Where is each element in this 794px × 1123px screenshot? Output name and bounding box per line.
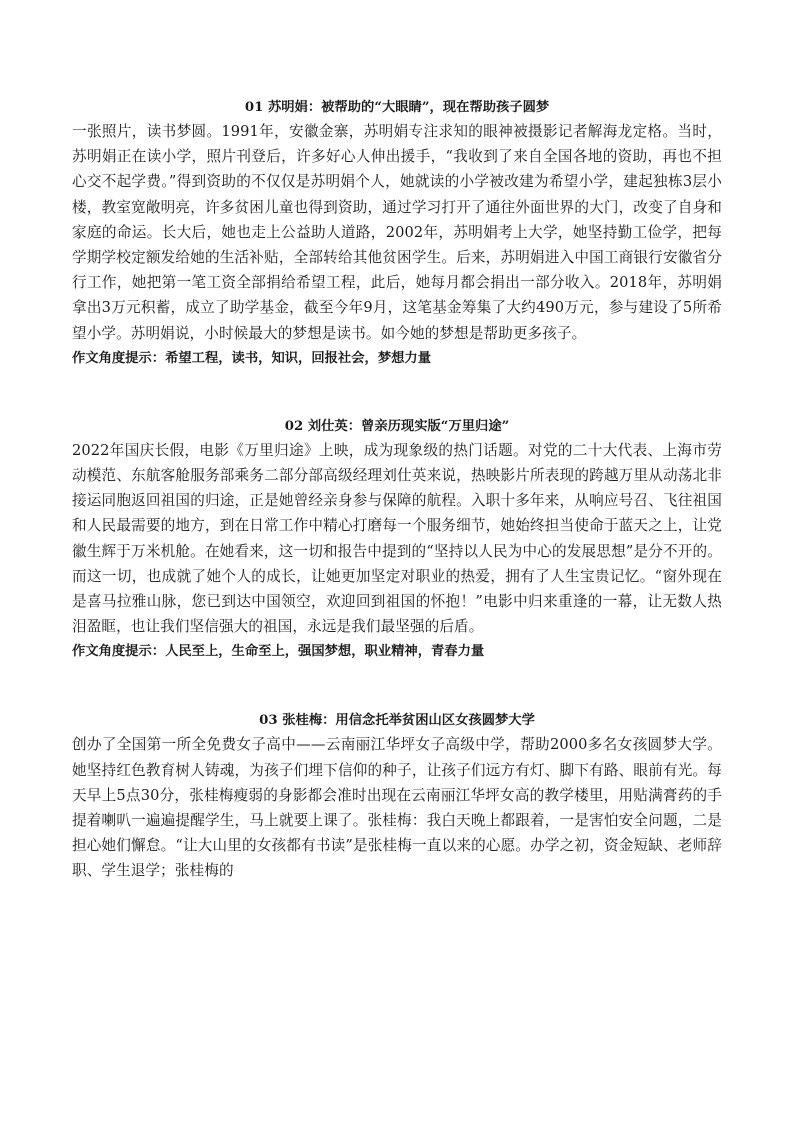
section-body: 创办了全国第一所全免费女子高中——云南丽江华坪女子高级中学，帮助2000多名女孩圆梦大学。她坚持红色教育树人铸魂，为孩子们埋下信仰的种子，让孩子们远方有灯、脚下有路、眼前有光。每天早上5点30分，张桂梅瘦弱的身影都会准时出现在云南丽江华坪女高的教学楼里，用贴满膏药的手提着喇叭一遍遍提醒学生，马上就要上课了。张桂梅：我白天晚上都跟着，一是害怕安全问题，二是担心她们懈怠。“让大山里的女孩都有书读”是张桂梅一直以来的心愿。办学之初，资金短缺、老师辞职、学生退学；张桂梅的 xyxy=(72,736,722,880)
section-body: 2022年国庆长假，电影《万里归途》上映，成为现象级的热门话题。对党的二十大代表、上海市劳动模范、东航客舱服务部乘务二部分部高级经理刘仕英来说，热映影片所表现的跨越万里从动荡北非接运同胞返回祖国的归途，正是她曾经亲身参与保障的航程。入职十多年来，从响应号召、飞往祖国和人民最需要的地方，到在日常工作中精心打磨每一个服务细节，她始终担当使命于蓝天之上，让党徽生辉于万米机舱。在她看来，这一切和报告中提到的“坚持以人民为中心的发展思想”是分不开的。而这一切，也成就了她个人的成长，让她更加坚定对职业的热爱，拥有了人生宝贵记忆。“窗外现在是喜马拉雅山脉，您已到达中国领空，欢迎回到祖国的怀抱！”电影中归来重逢的一幕，让无数人热泪盈眶，也让我们坚信强大的祖国，永远是我们最坚强的后盾。 xyxy=(72,441,722,636)
section-body: 一张照片，读书梦圆。1991年，安徽金寨，苏明娟专注求知的眼神被摄影记者解海龙定格。当时，苏明娟正在读小学，照片刊登后，许多好心人伸出援手，“我收到了来自全国各地的资助，再也不担心交不起学费。”得到资助的不仅仅是苏明娟个人，她就读的小学被改建为希望小学，建起独栋3层小楼，教室宽敞明亮，许多贫困儿童也得到资助，通过学习打开了通往外面世界的大门，改变了自身和家庭的命运。长大后，她也走上公益助人道路，2002年，苏明娟考上大学，她坚持勤工俭学，把每学期学校定额发给她的生活补贴，全部转给其他贫困学生。后来，苏明娟进入中国工商银行安徽省分行工作，她把第一笔工资全部捐给希望工程，此后，她每月都会捐出一部分收入。2018年，苏明娟拿出3万元积蓄，成立了助学基金，截至今年9月，这笔基金筹集了大约490万元，参与建设了5所希望小学。苏明娟说，小时候最大的梦想是读书。如今她的梦想是帮助更多孩子。 xyxy=(72,123,722,342)
document-content xyxy=(72,96,722,884)
section-01 xyxy=(72,96,722,371)
essay-hint: 作文角度提示：希望工程，读书，知识，回报社会，梦想力量 xyxy=(72,350,432,366)
section-spacer xyxy=(72,371,722,415)
section-title: 03 张桂梅：用信念托举贫困山区女孩圆梦大学 xyxy=(259,713,535,729)
section-02 xyxy=(72,415,722,665)
essay-hint: 作文角度提示：人民至上，生命至上，强国梦想，职业精神，青春力量 xyxy=(72,644,485,660)
section-03 xyxy=(72,709,722,883)
section-spacer xyxy=(72,664,722,709)
section-title: 02 刘仕英：曾亲历现实版“万里归途” xyxy=(284,418,510,434)
section-title: 01 苏明娟：被帮助的“大眼睛”，现在帮助孩子圆梦 xyxy=(244,100,550,115)
